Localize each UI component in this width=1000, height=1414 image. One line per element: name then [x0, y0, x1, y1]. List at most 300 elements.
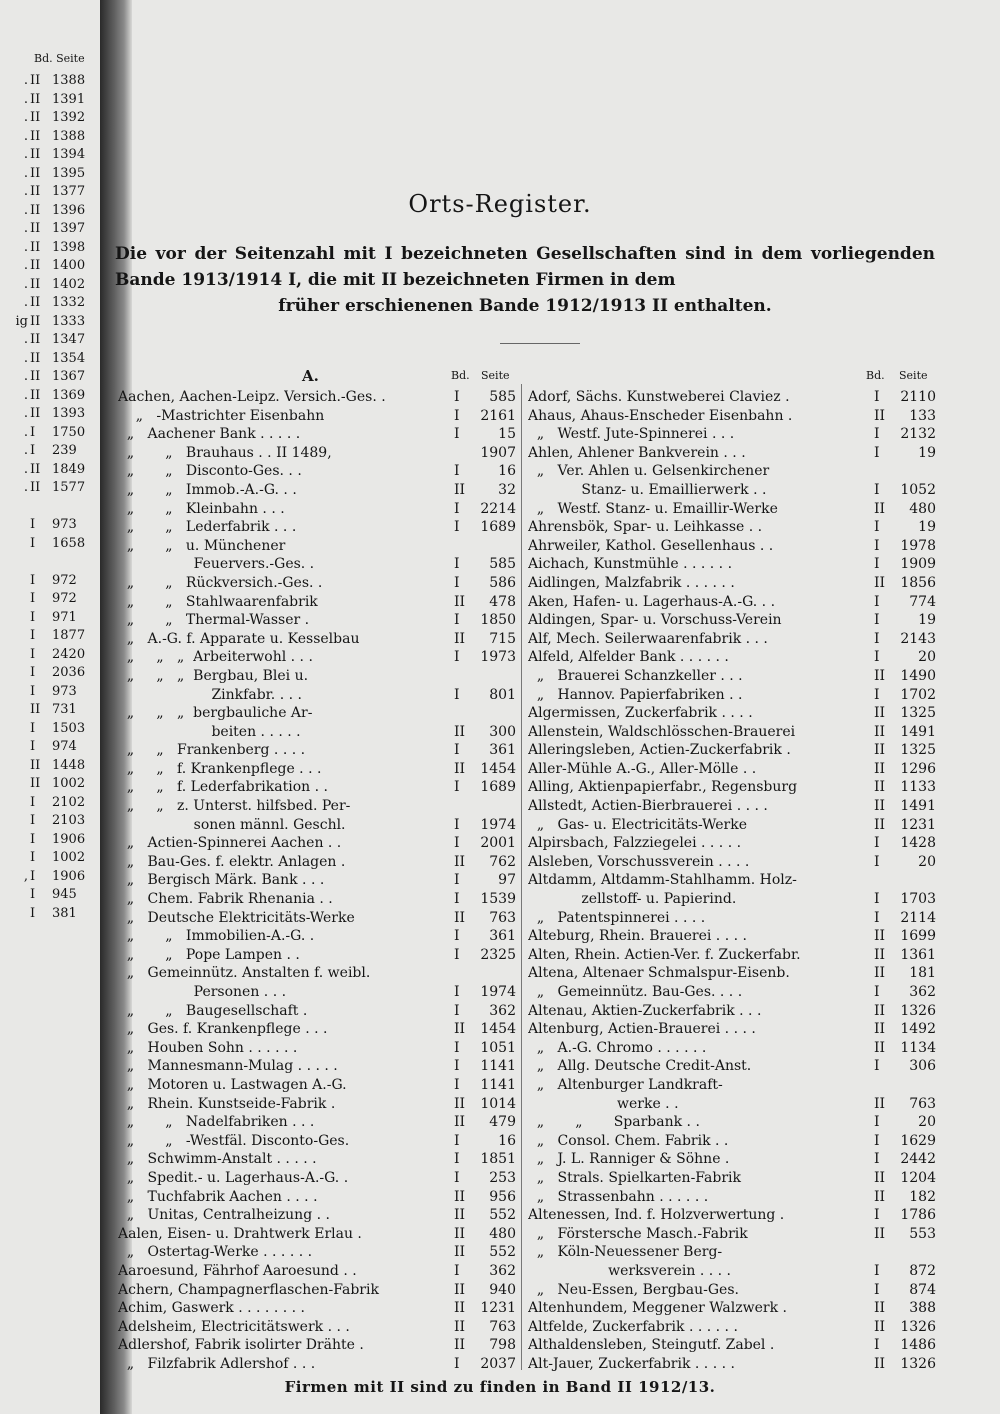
margin-bd: I	[30, 850, 36, 865]
margin-pg: 1750	[52, 424, 86, 440]
entry-volume: I	[454, 463, 460, 480]
margin-entry	[0, 664, 98, 683]
margin-bd: II	[30, 128, 41, 144]
register-entry	[528, 388, 936, 407]
margin-bd: I	[30, 739, 36, 754]
entry-page: 1689	[480, 779, 516, 796]
margin-entry	[0, 109, 98, 128]
entry-name: „ Allg. Deutsche Credit-Anst.	[528, 1058, 752, 1075]
margin-pg: 1394	[52, 147, 86, 162]
register-entry	[118, 1002, 516, 1021]
margin-bd: II	[30, 313, 41, 329]
register-entry	[118, 704, 516, 723]
intro-line-1: Die vor der Seitenzahl mit I bezeichneten Gesellschaften sind in dem	[115, 244, 803, 264]
register-entry	[528, 890, 936, 909]
register-entry	[118, 741, 516, 760]
entry-volume: I	[454, 928, 460, 945]
register-entry	[528, 909, 936, 928]
entry-page: 1974	[480, 984, 516, 1000]
entry-page: 585	[489, 556, 516, 573]
margin-pg: 1388	[52, 73, 86, 88]
entry-page: 361	[489, 742, 516, 759]
margin-bd: I	[30, 535, 36, 551]
margin-entry	[0, 387, 98, 406]
margin-pg: 1367	[52, 369, 86, 384]
entry-page: 16	[498, 463, 516, 480]
margin-entry	[0, 313, 98, 332]
entry-page: 1973	[480, 649, 516, 666]
entry-volume: II	[874, 798, 886, 815]
entry-name: „ -Mastrichter Eisenbahn	[118, 407, 325, 424]
entry-name: „ „ Disconto-Ges. . .	[118, 463, 302, 480]
margin-pre: .	[23, 184, 28, 199]
register-entry	[118, 927, 516, 946]
entry-page: 2143	[900, 630, 936, 647]
intro-note	[115, 241, 935, 319]
entry-page: 774	[909, 593, 936, 610]
entry-volume: I	[454, 946, 460, 963]
entry-volume: I	[874, 909, 880, 926]
entry-page: 1702	[900, 686, 936, 703]
entry-volume: I	[454, 686, 460, 703]
margin-bd: I	[30, 517, 36, 532]
entry-name: Allstedt, Actien-Bierbrauerei . . . .	[528, 798, 768, 815]
entry-volume: I	[454, 1039, 460, 1056]
margin-bd: II	[30, 91, 41, 107]
margin-pre: ,	[23, 868, 28, 884]
margin-bd: II	[30, 165, 41, 181]
margin-pg: 1393	[52, 406, 86, 421]
margin-pre: .	[23, 480, 28, 495]
margin-entry	[0, 165, 98, 184]
entry-name: „ „ f. Krankenpflege . . .	[118, 760, 322, 777]
entry-name: „ „ f. Lederfabrikation . .	[118, 779, 328, 796]
margin-entry	[0, 72, 98, 91]
register-entry	[118, 946, 516, 965]
entry-page: 1907	[480, 444, 516, 461]
entry-page: 362	[489, 1002, 516, 1019]
entry-volume: II	[874, 928, 886, 945]
margin-pre: .	[23, 165, 28, 181]
entry-name: Allenstein, Waldschlösschen-Brauerei	[528, 723, 796, 740]
margin-bd: I	[30, 572, 36, 588]
margin-pg: 973	[52, 683, 77, 699]
entry-name: Altena, Altenaer Schmalspur-Eisenb.	[528, 965, 790, 982]
entry-page: 306	[909, 1058, 936, 1075]
entry-name: Aldingen, Spar- u. Vorschuss-Verein	[528, 612, 782, 629]
entry-name: Aalen, Eisen- u. Drahtwerk Erlau .	[118, 1225, 362, 1242]
entry-volume: II	[454, 630, 466, 647]
entry-name: Alt-Jauer, Zuckerfabrik . . . . .	[528, 1355, 735, 1372]
entry-name: Altdamm, Altdamm-Stahlhamm. Holz-	[528, 872, 797, 889]
margin-entry	[0, 535, 98, 554]
entry-page: 1492	[900, 1021, 936, 1038]
entry-name: „ Schwimm-Anstalt . . . . .	[118, 1151, 317, 1168]
entry-name: „ Aachener Bank . . . . .	[118, 426, 301, 443]
entry-volume: I	[454, 1151, 460, 1168]
margin-pg: 1503	[52, 720, 86, 736]
entry-name: zellstoff- u. Papierind.	[528, 891, 737, 908]
entry-name: Ahaus, Ahaus-Enscheder Eisenbahn .	[528, 407, 793, 424]
entry-name: „ „ Immobilien-A.-G. .	[118, 928, 315, 945]
entry-volume: I	[454, 556, 460, 573]
register-entry	[118, 1225, 516, 1244]
entry-page: 1491	[900, 798, 936, 815]
entry-page: 300	[489, 723, 516, 740]
margin-bd: I	[30, 887, 36, 902]
margin-pg: 972	[52, 591, 77, 606]
register-entry	[118, 1076, 516, 1095]
entry-page: 2325	[480, 946, 516, 963]
entry-page: 1231	[480, 1300, 516, 1317]
register-entry	[528, 648, 936, 667]
entry-volume: II	[454, 1114, 466, 1131]
register-entry	[118, 593, 516, 612]
margin-pg: 731	[52, 702, 77, 717]
entry-volume: I	[874, 1281, 880, 1298]
register-entry	[118, 667, 516, 686]
entry-volume: II	[454, 1318, 466, 1335]
title-separator	[500, 343, 580, 344]
entry-volume: II	[874, 723, 886, 740]
margin-pre: .	[23, 350, 28, 366]
register-entry	[118, 1039, 516, 1058]
register-entry	[528, 1188, 936, 1207]
margin-entry	[0, 590, 98, 609]
margin-pg: 239	[52, 443, 77, 458]
entry-name: Alteburg, Rhein. Brauerei . . . .	[528, 928, 747, 945]
entry-page: 19	[918, 612, 936, 629]
entry-volume: I	[454, 891, 460, 908]
entry-name: Algermissen, Zuckerfabrik . . . .	[528, 705, 753, 722]
entry-page: 362	[489, 1262, 516, 1279]
register-entry	[528, 462, 936, 481]
entry-name: „ Strassenbahn . . . . . .	[528, 1188, 709, 1205]
entry-page: 585	[489, 389, 516, 405]
entry-name: Altenburg, Actien-Brauerei . . . .	[528, 1021, 756, 1038]
entry-volume: II	[874, 760, 886, 777]
entry-page: 1134	[900, 1039, 936, 1056]
register-entry	[118, 1150, 516, 1169]
margin-pg: 2103	[52, 813, 86, 828]
margin-entry	[0, 294, 98, 313]
entry-volume: I	[454, 1132, 460, 1149]
entry-volume: II	[874, 965, 886, 982]
register-entry	[118, 1262, 516, 1281]
entry-name: „ „ „ Arbeiterwohl . . .	[118, 649, 313, 666]
margin-pre: .	[23, 406, 28, 421]
entry-page: 1974	[480, 816, 516, 833]
register-entry	[528, 871, 936, 890]
entry-page: 1326	[900, 1318, 936, 1335]
entry-name: „ Houben Sohn . . . . . .	[118, 1039, 298, 1056]
entry-name: „ Deutsche Elektricitäts-Werke	[118, 909, 355, 926]
entry-page: 480	[489, 1225, 516, 1242]
entry-name: Aaroesund, Fährhof Aaroesund . .	[118, 1262, 357, 1279]
entry-volume: I	[454, 426, 460, 443]
entry-page: 1296	[900, 760, 936, 777]
entry-name: „ „ Sparbank . .	[528, 1114, 700, 1131]
margin-bd: II	[30, 702, 41, 717]
entry-page: 1326	[900, 1355, 936, 1372]
entry-name: „ „ Lederfabrik . . .	[118, 519, 297, 536]
entry-name: Altfelde, Zuckerfabrik . . . . . .	[528, 1318, 738, 1335]
register-entry	[528, 500, 936, 519]
entry-page: 361	[489, 928, 516, 945]
register-entry	[528, 407, 936, 426]
register-entry	[118, 1132, 516, 1151]
margin-entry	[0, 257, 98, 276]
margin-bd: II	[30, 295, 41, 310]
entry-page: 1052	[900, 481, 936, 498]
entry-name: „ Unitas, Centralheizung . .	[118, 1207, 330, 1224]
entry-volume: I	[874, 1058, 880, 1075]
entry-name: „ Ver. Ahlen u. Gelsenkirchener	[528, 463, 770, 480]
entry-volume: II	[454, 1021, 466, 1038]
page-title: Orts-Register.	[408, 190, 592, 218]
margin-entry	[0, 757, 98, 776]
margin-pg: 1448	[52, 757, 86, 773]
entry-name: „ Consol. Chem. Fabrik . .	[528, 1132, 729, 1149]
entry-page: 182	[909, 1188, 936, 1205]
entry-volume: I	[454, 1058, 460, 1075]
entry-volume: II	[454, 1281, 466, 1298]
margin-entry	[0, 516, 98, 535]
entry-page: 763	[909, 1095, 936, 1112]
section-letter: A.	[302, 367, 319, 385]
register-entry	[118, 648, 516, 667]
margin-pg: 973	[52, 517, 77, 532]
margin-pg: 1354	[52, 350, 86, 366]
entry-volume: I	[874, 1132, 880, 1149]
margin-pre: .	[23, 443, 28, 458]
register-entry	[528, 797, 936, 816]
margin-bd: II	[30, 332, 41, 347]
right-bd-header: Bd.	[866, 369, 885, 382]
margin-pre: .	[23, 387, 28, 403]
register-entry	[528, 1020, 936, 1039]
register-entry	[528, 983, 936, 1002]
register-entry	[528, 1225, 936, 1244]
margin-pg: 972	[52, 572, 77, 588]
margin-entry	[0, 627, 98, 646]
entry-volume: I	[454, 649, 460, 666]
entry-name: „ Westf. Stanz- u. Emaillir-Werke	[528, 500, 778, 517]
margin-bd: I	[30, 831, 36, 847]
entry-page: 388	[909, 1300, 936, 1317]
entry-name: „ Köln-Neuessener Berg-	[528, 1244, 723, 1261]
entry-volume: I	[874, 649, 880, 666]
margin-pg: 381	[52, 905, 77, 921]
register-entry	[528, 555, 936, 574]
entry-volume: II	[874, 779, 886, 796]
entry-name: werke . .	[528, 1095, 679, 1112]
margin-entry	[0, 368, 98, 387]
margin-pg: 1906	[52, 868, 86, 884]
register-entry	[118, 537, 516, 556]
entry-name: „ Westf. Jute-Spinnerei . . .	[528, 426, 735, 443]
entry-volume: I	[454, 984, 460, 1000]
entry-name: Zinkfabr. . . .	[118, 686, 302, 703]
entry-name: Alleringsleben, Actien-Zuckerfabrik .	[528, 742, 791, 759]
entry-volume: I	[874, 537, 880, 554]
entry-volume: I	[454, 872, 460, 889]
margin-entry	[0, 220, 98, 239]
margin-entry	[0, 128, 98, 147]
register-entry	[528, 1299, 936, 1318]
margin-bd: II	[30, 73, 41, 88]
entry-volume: II	[874, 705, 886, 722]
entry-name: „ „ Immob.-A.-G. . .	[118, 481, 297, 498]
entry-volume: II	[874, 1318, 886, 1335]
register-entry	[528, 760, 936, 779]
entry-name: Ahlen, Ahlener Bankverein . . .	[528, 444, 746, 461]
entry-volume: II	[874, 742, 886, 759]
register-entry	[528, 574, 936, 593]
margin-entry	[0, 424, 98, 443]
register-entry	[118, 611, 516, 630]
entry-volume: I	[874, 1151, 880, 1168]
entry-page: 1856	[900, 574, 936, 591]
register-entry	[118, 388, 516, 407]
entry-name: Adlershof, Fabrik isolirter Drähte .	[118, 1337, 364, 1354]
entry-page: 2001	[480, 835, 516, 852]
register-entry	[118, 816, 516, 835]
entry-name: „ Neu-Essen, Bergbau-Ges.	[528, 1281, 739, 1298]
entry-name: Althaldensleben, Steingutf. Zabel .	[528, 1337, 775, 1354]
register-entry	[528, 1039, 936, 1058]
margin-pre: .	[23, 369, 28, 384]
margin-pg: 1906	[52, 831, 86, 847]
register-entry	[118, 555, 516, 574]
entry-volume: II	[454, 1095, 466, 1112]
margin-bd: II	[30, 757, 41, 773]
entry-page: 1141	[480, 1076, 516, 1093]
margin-pre: .	[23, 110, 28, 125]
register-entry	[118, 1095, 516, 1114]
entry-name: Altenessen, Ind. f. Holzverwertung .	[528, 1207, 785, 1224]
entry-volume: II	[454, 909, 466, 926]
entry-name: „ Tuchfabrik Aachen . . . .	[118, 1188, 318, 1205]
margin-pg: 1849	[52, 461, 86, 477]
margin-bd: II	[30, 147, 41, 162]
margin-bd: II	[30, 202, 41, 218]
margin-entry	[0, 646, 98, 665]
entry-volume: I	[454, 1169, 460, 1186]
margin-entry	[0, 886, 98, 905]
register-entry	[528, 1206, 936, 1225]
entry-page: 1689	[480, 519, 516, 536]
entry-page: 480	[909, 500, 936, 517]
entry-volume: II	[454, 481, 466, 498]
margin-entry	[0, 683, 98, 702]
register-entry	[528, 741, 936, 760]
entry-volume: I	[454, 1002, 460, 1019]
margin-bd: I	[30, 665, 36, 680]
register-entry	[528, 927, 936, 946]
entry-volume: I	[454, 519, 460, 536]
margin-bd: I	[30, 646, 36, 662]
register-entry	[528, 964, 936, 983]
register-entry	[528, 444, 936, 463]
entry-name: „ Ges. f. Krankenpflege . . .	[118, 1021, 328, 1038]
margin-pg: 2420	[52, 646, 86, 662]
margin-pre: .	[23, 276, 28, 292]
entry-name: Aachen, Aachen-Leipz. Versich.-Ges. .	[118, 389, 386, 405]
register-entry	[528, 425, 936, 444]
entry-name: „ „ Kleinbahn . . .	[118, 500, 285, 517]
margin-entry	[0, 868, 98, 887]
margin-bd: II	[30, 276, 41, 292]
margin-pre: .	[23, 91, 28, 107]
register-entry	[118, 1318, 516, 1337]
register-entry	[118, 797, 516, 816]
entry-page: 1204	[900, 1169, 936, 1186]
entry-name: „ A.-G. Chromo . . . . . .	[528, 1039, 707, 1056]
entry-volume: I	[454, 500, 460, 517]
entry-page: 552	[489, 1207, 516, 1224]
entry-page: 253	[489, 1169, 516, 1186]
entry-page: 2442	[900, 1151, 936, 1168]
register-entry	[118, 1206, 516, 1225]
right-register-column	[528, 388, 936, 1373]
entry-name: Alling, Aktienpapierfabr., Regensburg	[528, 779, 798, 796]
entry-page: 20	[918, 853, 936, 870]
entry-page: 19	[918, 444, 936, 461]
entry-page: 940	[489, 1281, 516, 1298]
register-entry	[528, 1169, 936, 1188]
margin-entry	[0, 775, 98, 794]
margin-header: Bd. Seite	[34, 52, 85, 65]
register-entry	[118, 1113, 516, 1132]
margin-pre: .	[23, 128, 28, 144]
margin-bd: II	[30, 221, 41, 236]
register-entry	[118, 574, 516, 593]
entry-name: werksverein . . . .	[528, 1262, 731, 1279]
entry-page: 798	[489, 1337, 516, 1354]
entry-name: „ Chem. Fabrik Rhenania . .	[118, 891, 333, 908]
entry-volume: I	[454, 1076, 460, 1093]
margin-entry	[0, 479, 98, 498]
register-entry	[118, 686, 516, 705]
entry-name: Altenau, Aktien-Zuckerfabrik . . .	[528, 1002, 762, 1019]
register-entry	[118, 1243, 516, 1262]
register-entry	[528, 1262, 936, 1281]
entry-page: 181	[909, 965, 936, 982]
entry-name: „ „ Rückversich.-Ges. .	[118, 574, 323, 591]
entry-volume: II	[874, 1355, 886, 1372]
entry-volume: II	[454, 853, 466, 870]
entry-page: 2114	[900, 909, 936, 926]
entry-page: 956	[489, 1188, 516, 1205]
entry-volume: II	[874, 816, 886, 833]
entry-name: „ Rhein. Kunstseide-Fabrik .	[118, 1095, 336, 1112]
entry-name: „ A.-G. f. Apparate u. Kesselbau	[118, 630, 360, 647]
entry-volume: I	[874, 426, 880, 443]
entry-page: 1325	[900, 705, 936, 722]
entry-volume: II	[874, 1002, 886, 1019]
left-seite-header: Seite	[481, 369, 510, 382]
entry-page: 2214	[480, 500, 516, 517]
entry-page: 1014	[480, 1095, 516, 1112]
margin-entry	[0, 905, 98, 924]
entry-page: 553	[909, 1225, 936, 1242]
entry-page: 1786	[900, 1207, 936, 1224]
entry-name: „ Mannesmann-Mulag . . . . .	[118, 1058, 338, 1075]
register-entry	[528, 481, 936, 500]
entry-name: „ Brauerei Schanzkeller . . .	[528, 667, 743, 684]
register-entry	[528, 1336, 936, 1355]
